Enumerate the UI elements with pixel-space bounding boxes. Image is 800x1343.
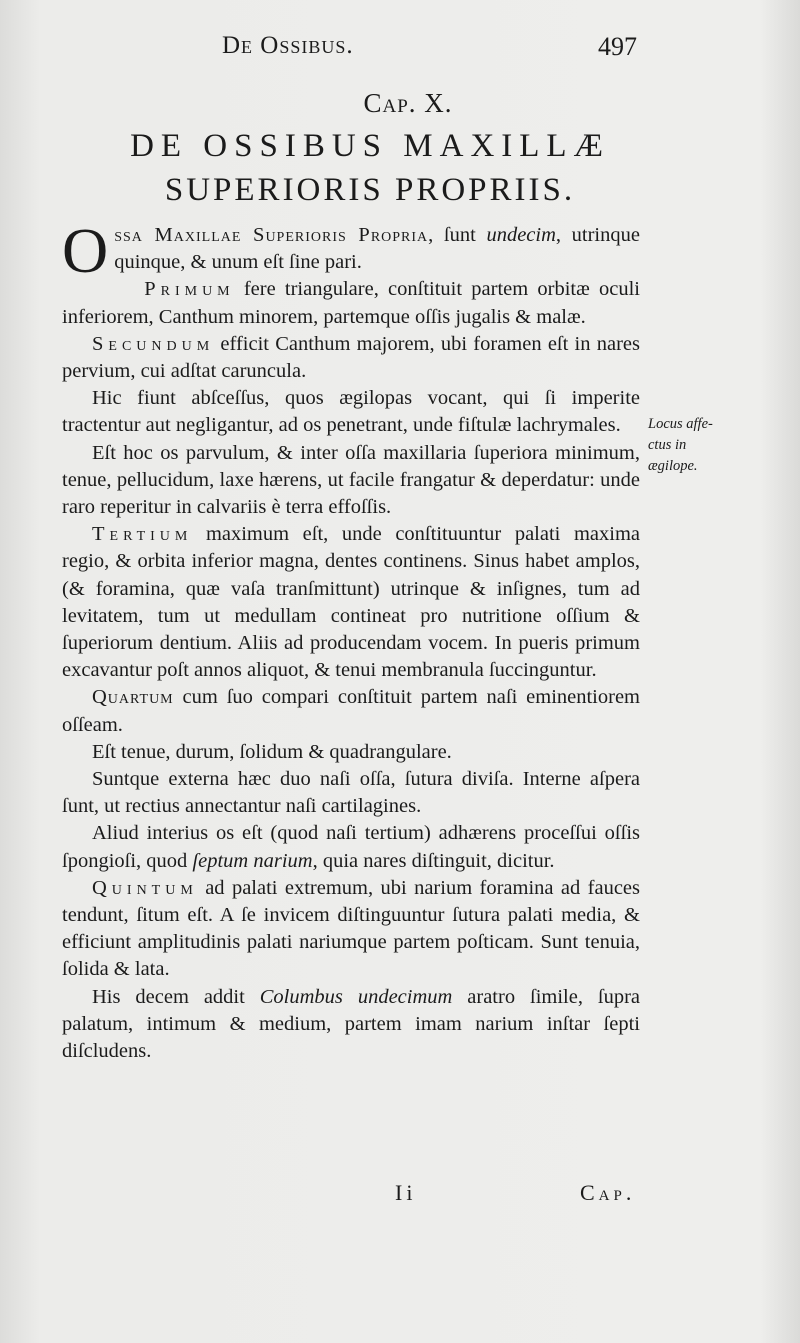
margin-note — [648, 414, 758, 477]
italic-phrase: Columbus undecimum — [259, 985, 453, 1008]
page-number: 497 — [598, 32, 637, 61]
catchword: Cap. — [580, 1180, 636, 1205]
paragraph-text: Eſt tenue, durum, ſolidum & quadrangulare. — [92, 740, 452, 763]
paragraph-text: Hic fiunt abſceſſus, quos ægilopas vocant, qui ſi imperite tractentur aut negligantur, ad os penetrant, unde fiſtulæ lachrymales. — [62, 387, 640, 437]
paragraph-2 — [62, 276, 640, 330]
drop-cap: O — [62, 215, 109, 286]
paragraph-text-rest: aratro ſimile, ſupra palatum, intimum & medium, partem imam narium inſtar ſepti diſcludens. — [62, 985, 640, 1063]
paragraph-text: ad palati extremum, ubi narium foramina ad fauces tendunt, ſitum eſt. A ſe invicem diſtinguuntur ſutura palati media, & efficiunt amplitudinis palati nariumque partem poſticam. Sunt tenuia, ſolida & lata. — [62, 876, 640, 981]
paragraph-text: His decem addit — [92, 985, 260, 1008]
paragraph-10 — [62, 820, 640, 874]
paragraph-text: Aliud interius os eſt (quod naſi tertium) adhærens proceſſui oſſis ſpongioſi, quod — [62, 822, 640, 872]
italic-phrase: undecim — [486, 224, 556, 246]
paragraph-9 — [62, 766, 640, 820]
chapter-title-line-2: SUPERIORIS PROPRIIS. — [164, 172, 576, 208]
paragraph-6 — [62, 521, 640, 684]
paragraph-text: maximum eſt, unde conſtituuntur palati maxima regio, & orbita inferior magna, dentes continens. Sinus habet amplos, (& foramina, quæ vaſa tranſmittunt) utrinque & inſignes, tum ad levitatem, tum ut medullam contineat pro nutritione oſſium & ſuperiorum dentium. Aliis ad producendam vocem. In pueris primum excavantur poſt annos aliquot, & tenui membranula ſuccinguntur. — [62, 523, 640, 682]
paragraph-text: Eſt hoc os parvulum, & inter oſſa maxillaria ſuperiora minimum, tenue, pellucidum, laxe hærens, ut facile frangatur & deperdatur: unde raro reperitur in calvariis è terra effoſſis. — [62, 441, 640, 519]
italic-phrase: ſeptum narium — [192, 849, 313, 872]
body-text — [62, 215, 640, 1065]
paragraph-text: cum ſuo compari conſtituit partem naſi eminentiorem oſſeam. — [62, 686, 640, 736]
chapter-label: Cap. X. — [363, 88, 453, 118]
paragraph-text: Suntque externa hæc duo naſi oſſa, ſutura diviſa. Interne aſpera ſunt, ut rectius annectantur naſi cartilagines. — [62, 768, 640, 818]
signature-mark: Ii — [395, 1180, 417, 1205]
chapter-title-line-1: DE OSSIBUS MAXILLÆ — [130, 128, 610, 164]
paragraph-lead: Quintum — [92, 876, 198, 899]
margin-note-line-1: Locus affe- — [648, 416, 713, 432]
paragraph-text-rest: , utrinque quinque, & unum eſt ſine pari. — [114, 224, 640, 274]
paragraph-text: efficit Canthum majorem, ubi foramen eſt in nares pervium, cui adſtat caruncula. — [62, 332, 640, 383]
margin-note-line-3: ægilope. — [648, 458, 698, 474]
paragraph-lead: Tertium — [92, 523, 193, 546]
paragraph-8 — [62, 739, 640, 766]
paragraph-text-rest: , quia nares diſtinguit, dicitur. — [312, 849, 555, 872]
paragraph-lead: ssa Maxillae Superioris Propria — [114, 224, 429, 246]
running-head — [0, 30, 800, 66]
paragraph-12 — [62, 984, 640, 1066]
paragraph-text: fere triangulare, conſtituit partem orbitæ oculi inferiorem, Canthum minorem, partemque oſſis jugalis & malæ. — [62, 278, 640, 328]
page-footer — [0, 1180, 800, 1210]
paragraph-7 — [62, 684, 640, 738]
paragraph-5 — [62, 440, 640, 522]
running-head-title: De Ossibus. — [222, 32, 354, 59]
paragraph-4 — [62, 385, 640, 439]
paragraph-text: , ſunt — [428, 224, 487, 246]
paragraph-lead: Secundum — [92, 332, 215, 355]
paragraph-1 — [62, 215, 640, 286]
paragraph-lead: Quartum — [92, 686, 174, 709]
margin-note-line-2: ctus in — [648, 437, 687, 453]
paragraph-lead: Primum — [144, 278, 235, 301]
chapter-title — [60, 124, 680, 212]
paragraph-11 — [62, 875, 640, 984]
paragraph-3 — [62, 331, 640, 385]
